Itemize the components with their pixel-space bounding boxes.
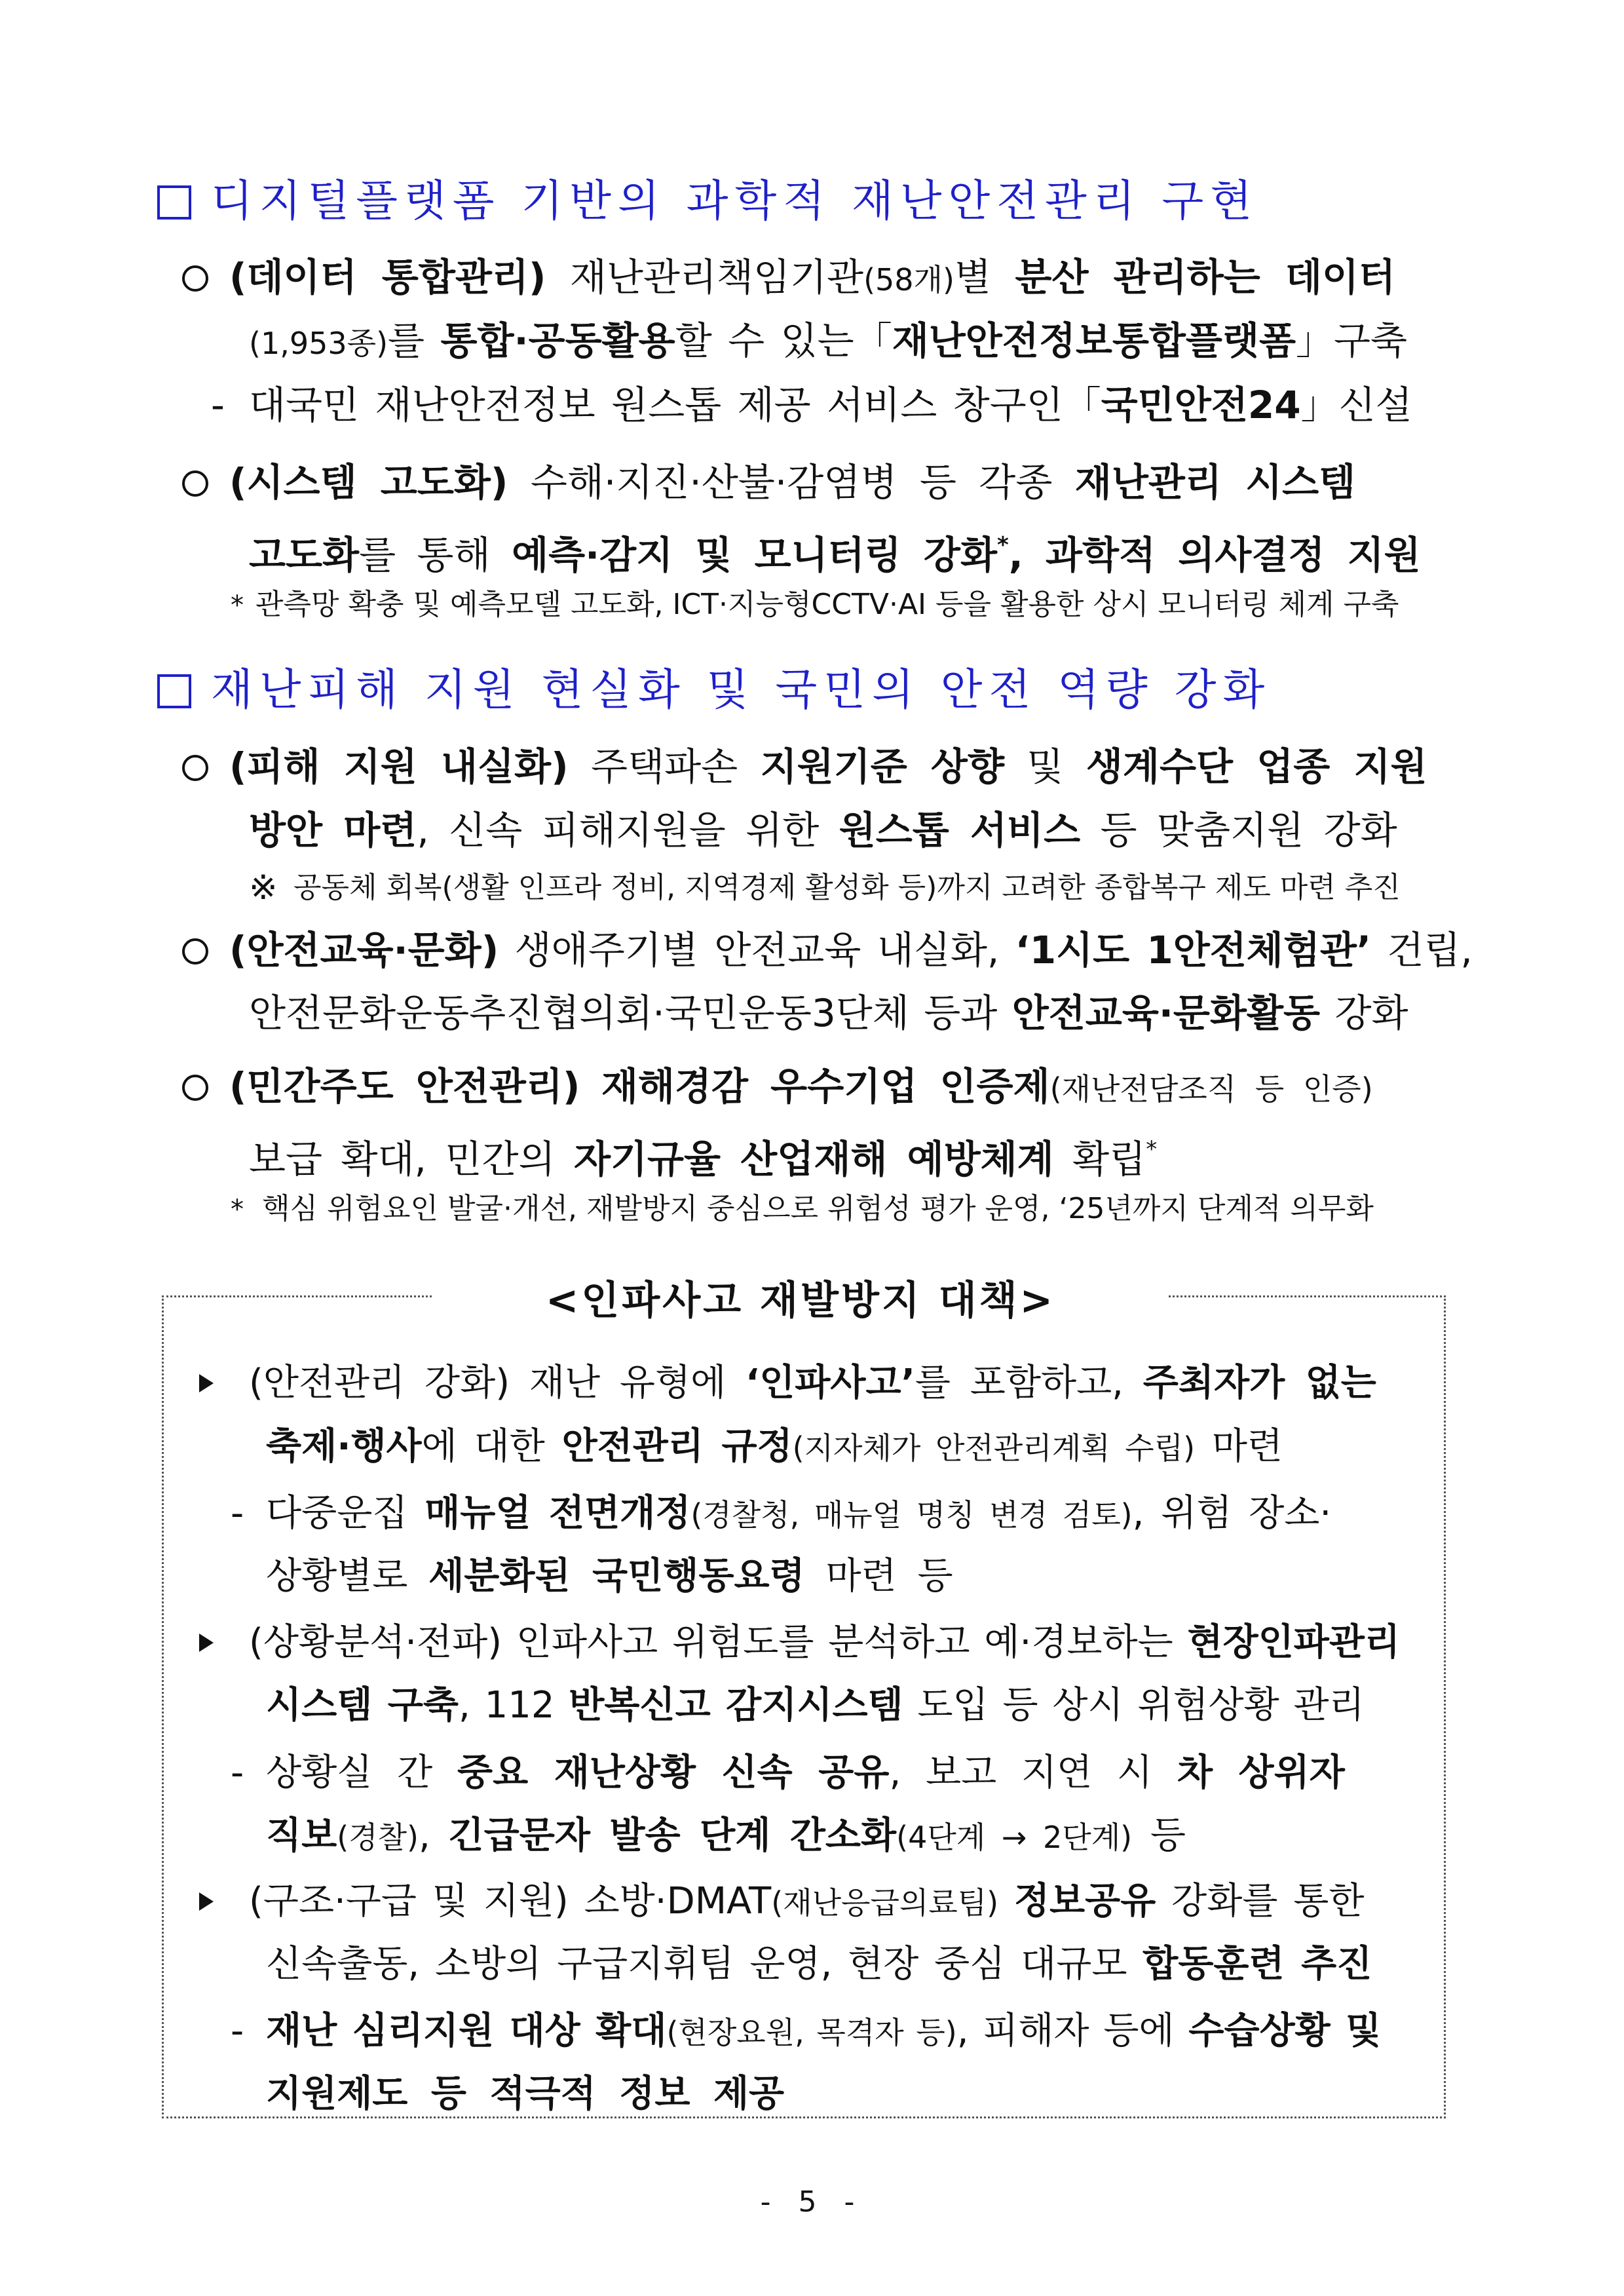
- item-line: [229, 251, 1395, 306]
- emphasis: 방안 마련: [249, 808, 417, 852]
- item-tag: (데이터 통합관리): [229, 255, 546, 299]
- triangle-bullet-icon: [199, 1374, 214, 1392]
- footnote: 관측망 확충 및 예측모델 고도화, ICT·지능형CCTV·AI 등을 활용한 상시 모니터링 체계 구축: [255, 588, 1399, 621]
- section-heading-1: [157, 172, 1258, 231]
- box-line: [249, 1617, 1400, 1669]
- text: 별: [954, 255, 1015, 299]
- text: 」구축: [1296, 318, 1408, 363]
- text: 재난 유형에: [510, 1362, 746, 1404]
- text: 를: [388, 318, 441, 363]
- text: (지자체가 안전관리계획 수립): [792, 1430, 1196, 1466]
- text: (구조·구급 및 지원): [249, 1880, 569, 1923]
- text: ,: [418, 1814, 449, 1857]
- circle-bullet-icon: [182, 1075, 208, 1101]
- box-line: [266, 2068, 784, 2120]
- text: 신속출동, 소방의 구급지휘팀 운영, 현장 중심 대규모: [266, 1943, 1143, 1985]
- circle-bullet-icon: [182, 265, 208, 292]
- item-line: [249, 519, 1421, 581]
- text: 보급 확대, 민간의: [249, 1137, 574, 1181]
- text: [998, 1880, 1014, 1923]
- text: , 112: [458, 1684, 569, 1727]
- text: 건립,: [1370, 928, 1473, 972]
- checkbox-square-icon: [157, 674, 191, 708]
- page-number: - 5 -: [760, 2185, 864, 2219]
- text: 마련: [1195, 1425, 1283, 1468]
- box-line: [249, 1357, 1376, 1409]
- emphasis: 긴급문자 발송 단계 간소화: [448, 1814, 897, 1857]
- dash-bullet: -: [231, 1751, 244, 1794]
- footnote: 공동체 회복(생활 인프라 정비, 지역경제 활성화 등)까지 고려한 종합복구 제도 마련 추진: [293, 871, 1401, 904]
- emphasis: 안전교육·문화활동: [1011, 991, 1321, 1035]
- emphasis: 지원제도 등 적극적 정보 제공: [266, 2073, 785, 2115]
- emphasis: 고도화: [249, 533, 360, 577]
- text: , 신속 피해지원을 위한: [417, 808, 839, 852]
- emphasis: ‘1시도 1안전체험관’: [1015, 928, 1371, 972]
- section-heading-2: [157, 660, 1271, 719]
- text: 생애주기별 안전교육 내실화,: [514, 928, 1015, 972]
- emphasis: 자기규율 산업재해 예방체계: [573, 1137, 1054, 1181]
- emphasis: 세분화된 국민행동요령: [428, 1555, 805, 1598]
- box-line: [266, 1487, 1331, 1541]
- text: (상황분석·전파): [249, 1621, 502, 1664]
- circle-bullet-icon: [182, 938, 208, 965]
- emphasis: 통합·공동활용: [440, 318, 675, 363]
- text: 상황실 간: [266, 1751, 457, 1794]
- text: 를 포함하고,: [915, 1362, 1143, 1404]
- item-tag: (피해 지원 내실화): [229, 744, 569, 789]
- emphasis: 중요 재난상황 신속 공유: [457, 1751, 890, 1794]
- text: 확립: [1053, 1137, 1146, 1181]
- text: 할 수 있는「: [675, 318, 892, 363]
- text: 상황별로: [266, 1555, 429, 1598]
- asterisk-icon: *: [231, 590, 244, 621]
- circle-bullet-icon: [182, 755, 208, 781]
- item-line: [249, 987, 1408, 1039]
- emphasis: 축제·행사: [266, 1425, 422, 1468]
- emphasis: 생계수단 업종 지원: [1086, 744, 1427, 789]
- emphasis: 지원기준 상향: [760, 744, 1004, 789]
- text: (경찰청, 매뉴얼 명칭 변경 검토): [690, 1497, 1133, 1533]
- emphasis: 직보: [266, 1814, 337, 1857]
- text: 소방·DMAT: [568, 1880, 772, 1923]
- section-heading-text: 디지털플랫폼 기반의 과학적 재난안전관리 구현: [211, 176, 1259, 226]
- text: (재난응급의료팀): [771, 1885, 999, 1921]
- text: 수해·지진·산불·감염병 등 각종: [530, 460, 1075, 505]
- box-line: [266, 2005, 1381, 2059]
- footnote-mark: *: [996, 532, 1009, 558]
- emphasis: 매뉴얼 전면개정: [425, 1492, 691, 1535]
- emphasis: 재난 심리지원 대상 확대: [266, 2010, 667, 2052]
- text: , 보고 지연 시: [889, 1751, 1177, 1794]
- circle-bullet-icon: [182, 470, 208, 497]
- text: 등: [1132, 1814, 1186, 1857]
- box-line: [249, 1875, 1364, 1929]
- emphasis: 합동훈련 추진: [1142, 1943, 1372, 1985]
- text: (안전관리 강화): [249, 1362, 510, 1404]
- emphasis: 재난안전정보통합플랫폼: [892, 318, 1296, 363]
- text: 」신설: [1300, 383, 1412, 427]
- box-line: [266, 1421, 1283, 1474]
- box-line: [266, 1938, 1372, 1991]
- section-heading-text: 재난피해 지원 현실화 및 국민의 안전 역량 강화: [211, 664, 1272, 715]
- text: 등 맞춤지원 강화: [1080, 808, 1397, 852]
- sub-line: [249, 379, 1412, 431]
- item-line: [249, 1123, 1157, 1185]
- emphasis: ‘인파사고’: [745, 1362, 915, 1404]
- item-tag: (시스템 고도화): [229, 460, 508, 505]
- emphasis: 원스톱 서비스: [839, 808, 1081, 852]
- text: (1,953종): [249, 326, 388, 361]
- text: (4단계 → 2단계): [896, 1820, 1133, 1855]
- item-line: [229, 1060, 1373, 1115]
- emphasis: 차 상위자: [1177, 1751, 1345, 1794]
- emphasis: 국민안전24: [1101, 383, 1301, 427]
- text: 안전문화운동추진협의회·국민운동3단체 등과: [249, 991, 1012, 1035]
- box-line: [266, 1810, 1186, 1864]
- item-line: [229, 456, 1355, 508]
- box-line: [266, 1747, 1345, 1799]
- emphasis: , 과학적 의사결정 지원: [1008, 533, 1421, 577]
- text: 를 통해: [359, 533, 512, 577]
- emphasis: 안전관리 규정: [561, 1425, 793, 1468]
- emphasis: 수습상황 및: [1188, 2010, 1382, 2052]
- text: 마련 등: [804, 1555, 953, 1598]
- dash-bullet: -: [231, 2010, 244, 2052]
- text: 에 대한: [421, 1425, 562, 1468]
- dash-bullet: -: [211, 383, 225, 427]
- emphasis: 재난관리 시스템: [1074, 460, 1356, 505]
- text: , 위험 장소·: [1132, 1492, 1332, 1535]
- text: (현장요원, 목격자 등): [666, 2015, 957, 2050]
- footnote: 핵심 위험요인 발굴·개선, 재발방지 중심으로 위험성 평가 운영, ‘25년까지 단계적 의무화: [262, 1192, 1374, 1225]
- checkbox-square-icon: [157, 185, 191, 220]
- item-line: [229, 924, 1473, 976]
- asterisk-icon: *: [231, 1195, 244, 1225]
- item-tag: (민간주도 안전관리): [229, 1064, 580, 1109]
- triangle-bullet-icon: [199, 1892, 214, 1911]
- text: 인파사고 위험도를 분석하고 예·경보하는: [502, 1621, 1188, 1664]
- text: 강화: [1320, 991, 1408, 1035]
- box-line: [266, 1550, 953, 1603]
- text: 대국민 재난안전정보 원스톱 제공 서비스 창구인「: [249, 383, 1101, 427]
- text: 주택파손: [591, 744, 761, 789]
- text: (경찰): [337, 1820, 419, 1855]
- emphasis: 반복신고 감지시스템: [569, 1684, 903, 1727]
- emphasis: 주최자가 없는: [1142, 1362, 1376, 1404]
- text: (재난전담조직 등 인증): [1049, 1071, 1373, 1107]
- footnote-mark: *: [1146, 1136, 1158, 1162]
- item-line: [249, 315, 1407, 370]
- item-tag: (안전교육·문화): [229, 928, 499, 972]
- dash-bullet: -: [231, 1492, 244, 1535]
- emphasis: 현장인파관리: [1187, 1621, 1401, 1664]
- text: 강화를 통한: [1156, 1880, 1365, 1923]
- item-line: [249, 804, 1397, 856]
- triangle-bullet-icon: [199, 1634, 214, 1652]
- emphasis: 예측·감지 및 모니터링 강화: [512, 533, 997, 577]
- text: 및: [1004, 744, 1086, 789]
- text: 도입 등 상시 위험상황 관리: [903, 1684, 1365, 1727]
- emphasis: 시스템 구축: [266, 1684, 459, 1727]
- text: (58개): [863, 262, 954, 297]
- text: 재난관리책임기관: [569, 255, 864, 299]
- item-line: [229, 740, 1427, 793]
- emphasis: 분산 관리하는 데이터: [1015, 255, 1396, 299]
- box-line: [266, 1679, 1365, 1732]
- emphasis: 재해경감 우수기업 인증제: [601, 1064, 1050, 1109]
- text: 다중운집: [266, 1492, 425, 1535]
- emphasis: 정보공유: [1013, 1880, 1156, 1923]
- box-title: <인파사고 재발방지 대책>: [432, 1274, 1169, 1327]
- text: , 피해자 등에: [956, 2010, 1189, 2052]
- reference-mark-icon: ※: [249, 868, 278, 908]
